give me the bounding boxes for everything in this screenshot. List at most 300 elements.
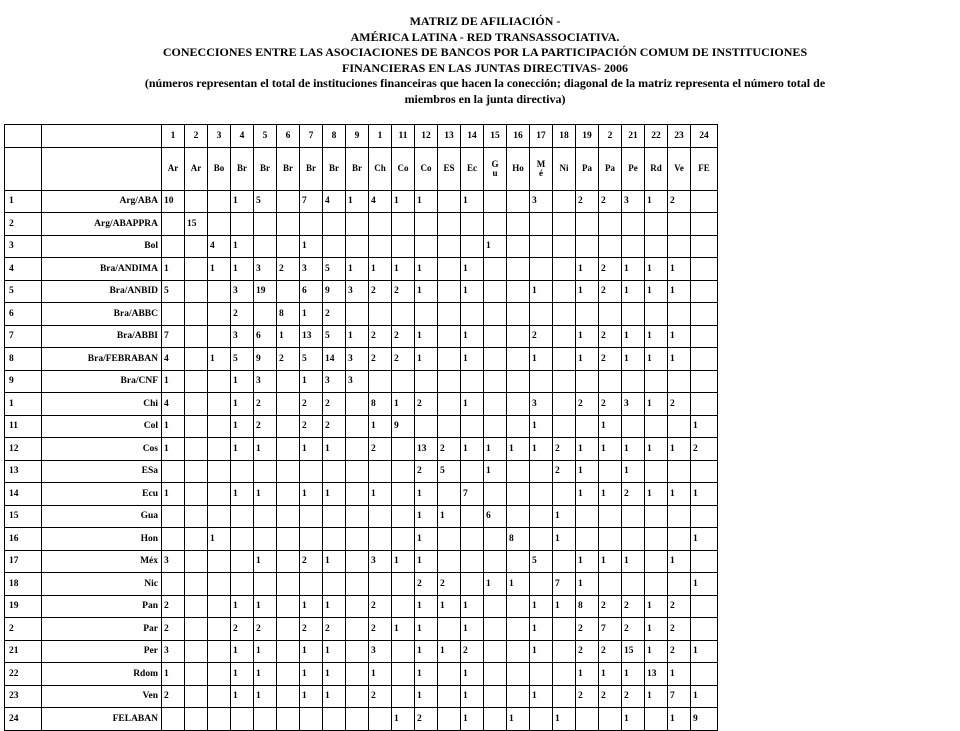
matrix-cell — [484, 213, 507, 236]
matrix-cell: 1 — [599, 415, 622, 438]
matrix-cell: 15 — [185, 213, 208, 236]
matrix-cell — [185, 258, 208, 281]
association-name: Par — [42, 618, 162, 641]
matrix-cell — [668, 213, 691, 236]
matrix-cell: 1 — [231, 595, 254, 618]
matrix-cell: 1 — [231, 393, 254, 416]
matrix-cell — [599, 303, 622, 326]
table-row — [5, 483, 718, 506]
column-abbrev-header: M é — [530, 147, 553, 190]
matrix-cell — [231, 550, 254, 573]
matrix-cell: 1 — [622, 708, 645, 731]
matrix-cell — [277, 618, 300, 641]
matrix-cell: 1 — [300, 483, 323, 506]
row-number: 5 — [5, 280, 42, 303]
matrix-cell: 1 — [208, 258, 231, 281]
matrix-cell — [622, 213, 645, 236]
matrix-cell — [484, 618, 507, 641]
matrix-cell: 1 — [254, 438, 277, 461]
matrix-cell: 1 — [323, 640, 346, 663]
table-row — [5, 505, 718, 528]
corner-cell — [42, 125, 162, 148]
matrix-cell: 1 — [162, 483, 185, 506]
matrix-cell: 1 — [438, 595, 461, 618]
column-abbrev-header: FE — [691, 147, 718, 190]
matrix-cell — [346, 595, 369, 618]
document-title — [40, 14, 930, 107]
matrix-cell — [530, 370, 553, 393]
matrix-cell — [553, 280, 576, 303]
column-abbrev-header: Ve — [668, 147, 691, 190]
matrix-cell — [323, 708, 346, 731]
matrix-cell: 19 — [254, 280, 277, 303]
matrix-cell: 1 — [415, 550, 438, 573]
matrix-cell: 1 — [461, 190, 484, 213]
column-abbrev-header: Ni — [553, 147, 576, 190]
matrix-cell: 1 — [553, 708, 576, 731]
association-name: Col — [42, 415, 162, 438]
matrix-cell — [507, 640, 530, 663]
matrix-cell: 1 — [415, 190, 438, 213]
matrix-cell: 3 — [369, 550, 392, 573]
matrix-cell — [507, 483, 530, 506]
matrix-cell: 1 — [645, 438, 668, 461]
matrix-cell — [691, 595, 718, 618]
matrix-cell — [277, 280, 300, 303]
matrix-cell — [346, 528, 369, 551]
matrix-cell: 2 — [599, 595, 622, 618]
column-abbrev-header: ES — [438, 147, 461, 190]
matrix-cell — [369, 505, 392, 528]
column-number-header: 7 — [300, 125, 323, 148]
matrix-cell — [553, 370, 576, 393]
matrix-cell: 1 — [415, 640, 438, 663]
matrix-cell: 7 — [461, 483, 484, 506]
matrix-cell: 2 — [599, 685, 622, 708]
matrix-cell — [438, 325, 461, 348]
matrix-cell: 1 — [691, 415, 718, 438]
column-abbrev-header: Pa — [599, 147, 622, 190]
table-row — [5, 190, 718, 213]
matrix-cell — [645, 235, 668, 258]
matrix-cell: 2 — [668, 640, 691, 663]
matrix-cell: 2 — [691, 438, 718, 461]
affiliation-matrix-table — [4, 124, 718, 731]
matrix-cell: 1 — [254, 550, 277, 573]
matrix-cell — [254, 213, 277, 236]
matrix-cell — [300, 460, 323, 483]
matrix-cell: 1 — [231, 415, 254, 438]
matrix-cell — [576, 303, 599, 326]
matrix-cell — [346, 618, 369, 641]
matrix-cell: 1 — [323, 550, 346, 573]
matrix-cell: 1 — [691, 573, 718, 596]
matrix-cell — [277, 685, 300, 708]
matrix-cell: 10 — [162, 190, 185, 213]
matrix-cell: 1 — [668, 708, 691, 731]
matrix-cell: 1 — [484, 438, 507, 461]
matrix-cell — [484, 325, 507, 348]
matrix-cell: 3 — [530, 393, 553, 416]
matrix-cell — [645, 370, 668, 393]
matrix-cell — [231, 213, 254, 236]
matrix-cell — [208, 708, 231, 731]
matrix-cell — [346, 393, 369, 416]
matrix-cell — [208, 685, 231, 708]
matrix-cell: 1 — [530, 685, 553, 708]
matrix-cell — [530, 258, 553, 281]
row-number: 15 — [5, 505, 42, 528]
column-number-header: 9 — [346, 125, 369, 148]
matrix-cell — [461, 370, 484, 393]
matrix-cell: 1 — [461, 393, 484, 416]
matrix-cell: 2 — [369, 280, 392, 303]
matrix-cell — [392, 483, 415, 506]
column-number-header: 24 — [691, 125, 718, 148]
matrix-cell: 3 — [162, 550, 185, 573]
matrix-cell — [277, 663, 300, 686]
matrix-cell: 7 — [668, 685, 691, 708]
matrix-cell: 2 — [599, 348, 622, 371]
matrix-cell: 1 — [576, 258, 599, 281]
row-number: 17 — [5, 550, 42, 573]
matrix-cell — [576, 528, 599, 551]
matrix-cell: 3 — [622, 190, 645, 213]
matrix-cell — [530, 708, 553, 731]
row-number: 8 — [5, 348, 42, 371]
matrix-cell — [185, 550, 208, 573]
row-number: 12 — [5, 438, 42, 461]
matrix-cell: 5 — [254, 190, 277, 213]
matrix-cell — [208, 325, 231, 348]
matrix-cell — [346, 213, 369, 236]
matrix-cell: 1 — [645, 258, 668, 281]
association-name: Bra/ANDIMA — [42, 258, 162, 281]
matrix-cell — [484, 550, 507, 573]
matrix-cell — [254, 505, 277, 528]
table-row — [5, 573, 718, 596]
matrix-cell: 1 — [208, 528, 231, 551]
matrix-cell — [599, 505, 622, 528]
matrix-cell — [346, 483, 369, 506]
matrix-cell: 1 — [231, 663, 254, 686]
matrix-cell: 1 — [415, 348, 438, 371]
matrix-cell — [369, 303, 392, 326]
matrix-cell — [622, 505, 645, 528]
matrix-cell — [208, 393, 231, 416]
row-number: 14 — [5, 483, 42, 506]
matrix-cell — [323, 213, 346, 236]
matrix-cell — [392, 685, 415, 708]
matrix-cell — [323, 235, 346, 258]
matrix-cell — [553, 640, 576, 663]
matrix-cell — [254, 708, 277, 731]
matrix-cell — [507, 370, 530, 393]
association-name: FELABAN — [42, 708, 162, 731]
column-number-header: 19 — [576, 125, 599, 148]
matrix-cell — [507, 595, 530, 618]
matrix-cell — [438, 348, 461, 371]
matrix-cell — [415, 213, 438, 236]
matrix-cell: 2 — [254, 618, 277, 641]
matrix-cell: 1 — [461, 618, 484, 641]
matrix-cell — [346, 708, 369, 731]
matrix-cell: 2 — [576, 393, 599, 416]
matrix-cell — [691, 460, 718, 483]
matrix-cell: 1 — [530, 618, 553, 641]
matrix-cell: 3 — [622, 393, 645, 416]
matrix-cell: 2 — [277, 258, 300, 281]
table-row — [5, 685, 718, 708]
matrix-cell: 2 — [576, 618, 599, 641]
matrix-cell: 9 — [691, 708, 718, 731]
matrix-cell: 1 — [162, 438, 185, 461]
row-number: 2 — [5, 618, 42, 641]
matrix-cell — [438, 708, 461, 731]
matrix-cell — [392, 505, 415, 528]
matrix-cell: 1 — [599, 663, 622, 686]
matrix-cell — [599, 213, 622, 236]
matrix-cell — [231, 505, 254, 528]
matrix-cell — [668, 573, 691, 596]
column-number-header: 22 — [645, 125, 668, 148]
matrix-cell — [162, 460, 185, 483]
matrix-cell: 1 — [461, 280, 484, 303]
matrix-cell — [392, 528, 415, 551]
matrix-cell — [254, 303, 277, 326]
matrix-cell — [162, 235, 185, 258]
matrix-cell — [277, 528, 300, 551]
matrix-cell: 2 — [323, 303, 346, 326]
matrix-cell — [231, 460, 254, 483]
title-line: (números representan el total de instituciones financeiras que hacen la conección; diagonal de la matriz representa el número total de — [144, 76, 826, 90]
matrix-cell — [691, 258, 718, 281]
matrix-cell: 1 — [231, 640, 254, 663]
matrix-cell — [185, 618, 208, 641]
matrix-cell: 1 — [576, 280, 599, 303]
matrix-cell: 1 — [599, 550, 622, 573]
matrix-cell: 1 — [507, 573, 530, 596]
table-row — [5, 213, 718, 236]
row-number: 4 — [5, 258, 42, 281]
matrix-cell — [277, 505, 300, 528]
matrix-cell: 3 — [231, 325, 254, 348]
association-name: Pan — [42, 595, 162, 618]
matrix-cell — [553, 663, 576, 686]
matrix-cell: 5 — [438, 460, 461, 483]
row-number: 2 — [5, 213, 42, 236]
matrix-cell: 2 — [254, 393, 277, 416]
corner-cell — [5, 147, 42, 190]
matrix-cell — [691, 280, 718, 303]
matrix-cell — [392, 370, 415, 393]
matrix-cell: 1 — [415, 663, 438, 686]
association-name: Ven — [42, 685, 162, 708]
matrix-cell — [415, 415, 438, 438]
table-row — [5, 618, 718, 641]
matrix-cell: 1 — [415, 280, 438, 303]
matrix-cell — [691, 370, 718, 393]
matrix-cell: 2 — [323, 415, 346, 438]
matrix-cell — [185, 528, 208, 551]
corner-cell — [5, 125, 42, 148]
matrix-cell: 5 — [323, 325, 346, 348]
matrix-cell — [553, 618, 576, 641]
column-number-header: 18 — [553, 125, 576, 148]
matrix-cell — [507, 618, 530, 641]
header-row-numbers — [5, 125, 718, 148]
matrix-cell — [392, 663, 415, 686]
matrix-cell — [208, 280, 231, 303]
matrix-cell: 2 — [231, 303, 254, 326]
matrix-cell — [461, 550, 484, 573]
matrix-cell: 1 — [277, 325, 300, 348]
matrix-cell — [438, 618, 461, 641]
matrix-cell — [507, 258, 530, 281]
matrix-cell — [484, 483, 507, 506]
matrix-cell: 8 — [507, 528, 530, 551]
matrix-cell — [507, 685, 530, 708]
association-name: Arg/ABA — [42, 190, 162, 213]
matrix-cell — [691, 325, 718, 348]
matrix-cell: 1 — [645, 595, 668, 618]
matrix-cell — [300, 573, 323, 596]
matrix-cell: 1 — [622, 280, 645, 303]
matrix-cell: 3 — [530, 190, 553, 213]
matrix-cell: 1 — [392, 618, 415, 641]
matrix-cell — [346, 505, 369, 528]
matrix-cell — [185, 438, 208, 461]
table-row — [5, 438, 718, 461]
matrix-cell — [392, 213, 415, 236]
matrix-cell — [530, 213, 553, 236]
matrix-cell — [185, 685, 208, 708]
matrix-cell — [461, 303, 484, 326]
matrix-cell — [484, 393, 507, 416]
matrix-cell — [484, 370, 507, 393]
matrix-cell — [530, 505, 553, 528]
matrix-cell — [553, 348, 576, 371]
matrix-cell — [277, 235, 300, 258]
matrix-cell — [599, 370, 622, 393]
matrix-cell — [668, 528, 691, 551]
matrix-cell: 1 — [392, 708, 415, 731]
matrix-cell — [162, 303, 185, 326]
matrix-cell: 1 — [231, 370, 254, 393]
matrix-cell: 1 — [553, 595, 576, 618]
matrix-cell: 1 — [162, 370, 185, 393]
title-line: MATRIZ DE AFILIACIÓN - — [409, 14, 561, 28]
matrix-cell — [277, 573, 300, 596]
matrix-cell — [438, 483, 461, 506]
row-number: 13 — [5, 460, 42, 483]
matrix-cell — [553, 235, 576, 258]
matrix-cell: 2 — [553, 438, 576, 461]
matrix-cell — [415, 235, 438, 258]
matrix-cell — [208, 483, 231, 506]
matrix-cell — [484, 640, 507, 663]
matrix-cell: 1 — [668, 550, 691, 573]
matrix-cell — [668, 505, 691, 528]
matrix-cell: 2 — [392, 325, 415, 348]
matrix-cell — [369, 573, 392, 596]
matrix-cell — [553, 303, 576, 326]
matrix-cell: 1 — [622, 258, 645, 281]
column-number-header: 8 — [323, 125, 346, 148]
table-row — [5, 460, 718, 483]
matrix-cell — [438, 550, 461, 573]
matrix-cell — [691, 303, 718, 326]
matrix-cell — [484, 258, 507, 281]
table-row — [5, 393, 718, 416]
matrix-cell — [208, 663, 231, 686]
matrix-cell — [507, 280, 530, 303]
matrix-cell — [208, 618, 231, 641]
matrix-cell — [208, 460, 231, 483]
column-number-header: 5 — [254, 125, 277, 148]
title-line: miembros en la junta directiva) — [404, 91, 566, 106]
matrix-cell: 6 — [300, 280, 323, 303]
matrix-cell: 2 — [392, 280, 415, 303]
matrix-cell: 4 — [162, 393, 185, 416]
matrix-cell: 1 — [415, 528, 438, 551]
matrix-cell — [277, 370, 300, 393]
matrix-cell — [645, 573, 668, 596]
matrix-cell: 2 — [576, 685, 599, 708]
matrix-cell — [507, 235, 530, 258]
row-number: 1 — [5, 393, 42, 416]
matrix-cell — [300, 708, 323, 731]
matrix-cell — [530, 528, 553, 551]
matrix-cell — [208, 213, 231, 236]
matrix-cell: 1 — [553, 528, 576, 551]
matrix-cell: 2 — [415, 708, 438, 731]
row-number: 18 — [5, 573, 42, 596]
matrix-cell: 6 — [484, 505, 507, 528]
matrix-cell: 2 — [369, 325, 392, 348]
matrix-cell — [691, 393, 718, 416]
table-row — [5, 280, 718, 303]
matrix-cell: 1 — [461, 258, 484, 281]
association-name: Bra/FEBRABAN — [42, 348, 162, 371]
association-name: Nic — [42, 573, 162, 596]
matrix-cell: 5 — [300, 348, 323, 371]
table-row — [5, 528, 718, 551]
title-line: AMÉRICA LATINA - RED TRANSASSOCIATIVA. — [350, 29, 620, 44]
matrix-cell: 1 — [553, 505, 576, 528]
matrix-cell: 8 — [369, 393, 392, 416]
matrix-cell: 2 — [369, 618, 392, 641]
table-row — [5, 415, 718, 438]
matrix-cell — [415, 303, 438, 326]
column-number-header: 4 — [231, 125, 254, 148]
matrix-cell: 2 — [576, 190, 599, 213]
matrix-cell — [507, 460, 530, 483]
matrix-cell — [553, 258, 576, 281]
matrix-cell: 1 — [346, 258, 369, 281]
matrix-cell: 2 — [254, 415, 277, 438]
matrix-cell — [691, 550, 718, 573]
matrix-cell — [438, 190, 461, 213]
row-number: 22 — [5, 663, 42, 686]
column-number-header: 6 — [277, 125, 300, 148]
matrix-cell — [185, 325, 208, 348]
matrix-cell — [668, 370, 691, 393]
matrix-cell — [392, 303, 415, 326]
matrix-cell — [645, 213, 668, 236]
table-row — [5, 708, 718, 731]
matrix-cell — [507, 663, 530, 686]
